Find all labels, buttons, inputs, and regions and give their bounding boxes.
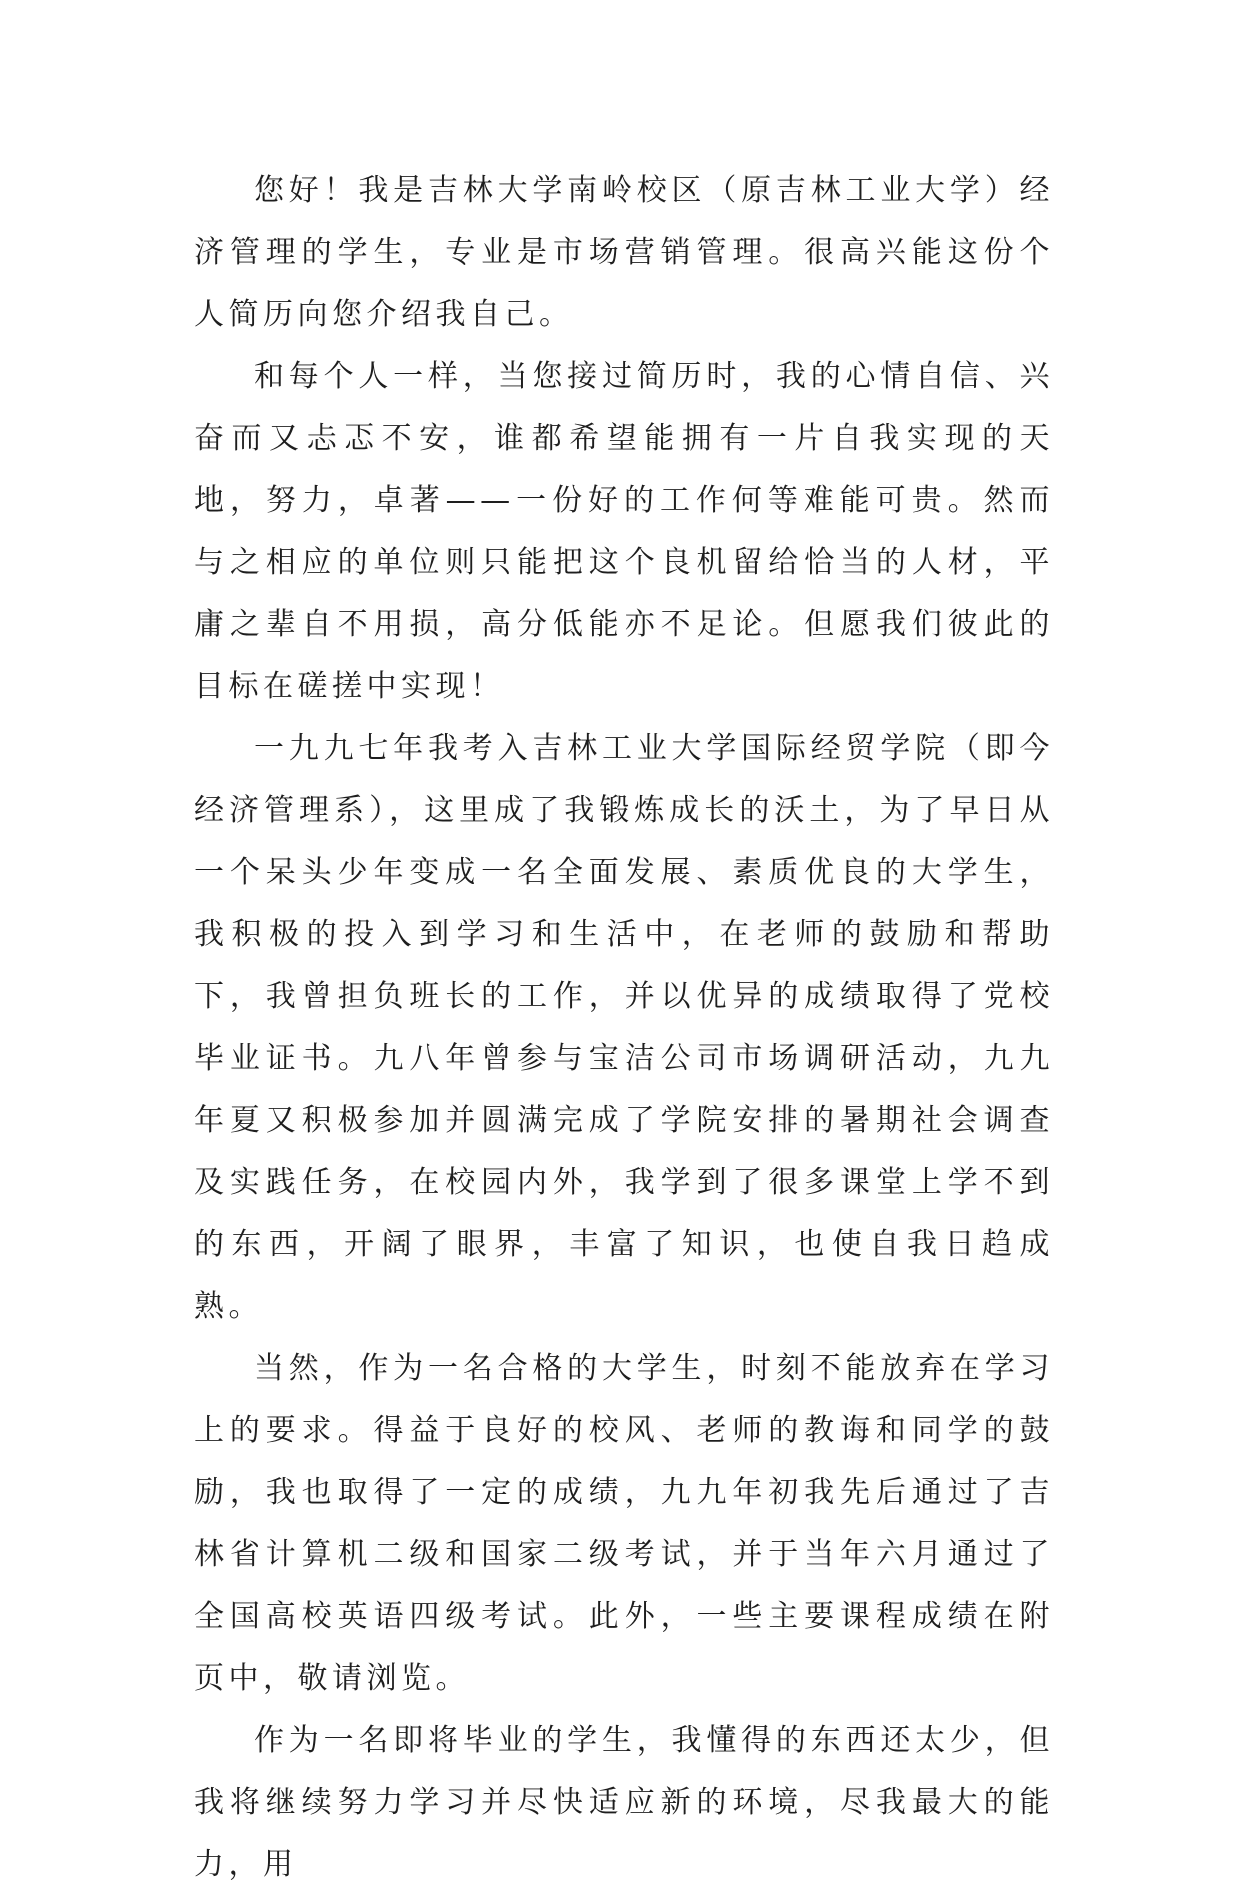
paragraph-closing: 作为一名即将毕业的学生，我懂得的东西还太少，但我将继续努力学习并尽快适应新的环境，尽我最大的能力，用 <box>194 1723 1054 1882</box>
paragraph-greeting: 您好！我是吉林大学南岭校区（原吉林工业大学）经济管理的学生，专业是市场营销管理。很高兴能这份个人简历向您介绍我自己。 <box>194 173 1054 332</box>
paragraph-motivation: 和每个人一样，当您接过简历时，我的心情自信、兴奋而又忐忑不安，谁都希望能拥有一片自我实现的天地，努力，卓著——一份好的工作何等难能可贵。然而与之相应的单位则只能把这个良机留给恰当的人材，平庸之辈自不用损，高分低能亦不足论。但愿我们彼此的目标在磋搓中实现！ <box>194 359 1054 704</box>
paragraph-academic-achievements: 当然，作为一名合格的大学生，时刻不能放弃在学习上的要求。得益于良好的校风、老师的教诲和同学的鼓励，我也取得了一定的成绩，九九年初我先后通过了吉林省计算机二级和国家二级考试，并于当年六月通过了全国高校英语四级考试。此外，一些主要课程成绩在附页中，敬请浏览。 <box>194 1351 1054 1696</box>
letter-body <box>194 160 1054 1896</box>
paragraph-university-experience: 一九九七年我考入吉林工业大学国际经贸学院（即今经济管理系），这里成了我锻炼成长的沃土，为了早日从一个呆头少年变成一名全面发展、素质优良的大学生，我积极的投入到学习和生活中，在老师的鼓励和帮助下，我曾担负班长的工作，并以优异的成绩取得了党校毕业证书。九八年曾参与宝洁公司市场调研活动，九九年夏又积极参加并圆满完成了学院安排的暑期社会调查及实践任务，在校园内外，我学到了很多课堂上学不到的东西，开阔了眼界，丰富了知识，也使自我日趋成熟。 <box>194 731 1054 1324</box>
